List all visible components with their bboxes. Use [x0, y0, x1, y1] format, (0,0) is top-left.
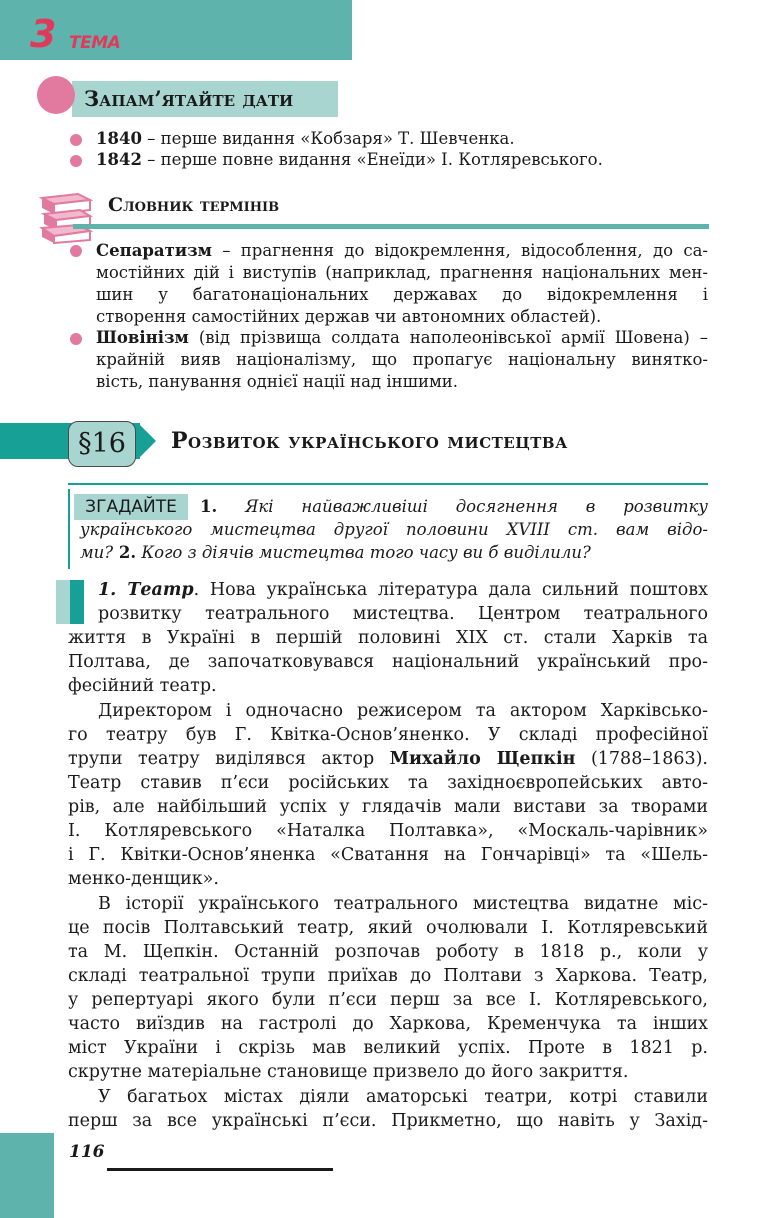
body-line: життя в Україні в першій половині XIX ст. стали Харків та	[68, 628, 708, 648]
recall-label: ЗГАДАЙТЕ	[74, 494, 188, 520]
body-line: у репертуарі якого були п’єси перш за все І. Котляревського,	[68, 990, 708, 1010]
chapter-number: 3	[30, 12, 57, 56]
glossary-line: шин у багатонаціональних державах до відокремлення і	[96, 285, 708, 304]
section-arrow-icon	[138, 423, 156, 459]
body-line: У багатьох містах діяли аматорські театри, котрі ставили	[98, 1087, 708, 1107]
bullet-icon	[70, 333, 82, 345]
date-item: 1842 – перше повне видання «Енеїди» І. Котляревського.	[96, 150, 603, 169]
glossary-line: вість, панування однієї нації над іншими.	[96, 372, 459, 391]
recall-line: 1. Які найважливіші досягнення в розвитку	[200, 497, 708, 516]
glossary-line: створення самостійних держав чи автономних областей).	[96, 307, 602, 326]
books-icon	[38, 190, 94, 244]
page-number: 116	[69, 1142, 105, 1162]
body-line: та М. Щепкін. Останній розпочав роботу в 1818 р., коли у	[68, 942, 708, 962]
body-line: скрутне матеріальне становище призвело до його закриття.	[68, 1062, 629, 1082]
glossary-line: Шовінізм (від прізвища солдата наполеонівської армії Шовена) –	[96, 328, 708, 347]
body-line: трупи театру виділявся актор Михайло Щепкін (1788–1863).	[68, 749, 708, 769]
paragraph-marker	[56, 580, 70, 624]
chapter-label: ТЕМА	[69, 33, 121, 53]
body-line: фесійний театр.	[68, 676, 217, 696]
dates-title: Запам’ятайте дати	[84, 86, 294, 111]
body-line: міст України і скрізь мав великий успіх. Проте в 1821 р.	[68, 1038, 708, 1058]
glossary-line: мостійних дій і виступів (наприклад, прагнення національних мен-	[96, 263, 708, 282]
recall-line: українського мистецтва другої половини XVIII ст. вам відо-	[80, 520, 708, 539]
paragraph-marker	[70, 580, 84, 624]
recall-border	[68, 489, 70, 569]
bullet-icon	[70, 245, 82, 257]
glossary-line: крайній вияв націоналізму, що пропагує національну винятко-	[96, 350, 708, 369]
body-line: В історії українського театрального мистецтва видатне міс-	[98, 894, 708, 914]
body-line: це посів Полтавський театр, який очолювали І. Котляревський	[68, 918, 708, 938]
section-number-box	[68, 421, 136, 467]
body-line: рів, але найбільший успіх у глядачів мали вистави за творами	[68, 797, 708, 817]
dates-circle-icon	[37, 76, 75, 114]
bullet-icon	[70, 155, 82, 167]
body-line: І. Котляревського «Наталка Полтавка», «Москаль-чарівник»	[68, 821, 708, 841]
glossary-title: Словник термінів	[108, 194, 280, 216]
body-line: розвитку театрального мистецтва. Центром театрального	[98, 604, 708, 624]
body-line: складі театральної трупи приїхав до Полтави з Харкова. Театр,	[68, 966, 708, 986]
body-line: Полтава, де започатковувався національний український про-	[68, 652, 708, 672]
glossary-line: Сепаратизм – прагнення до відокремлення, відособлення, до са-	[96, 241, 708, 260]
section-rule	[68, 483, 708, 485]
body-line: го театру був Г. Квітка-Основ’яненко. У складі професійної	[68, 725, 708, 745]
section-title: Розвиток українського мистецтва	[171, 428, 568, 454]
recall-line: ми? 2. Кого з діячів мистецтва того часу ви б виділили?	[80, 543, 591, 562]
body-line: Театр ставив п’єси російських та західноєвропейських авто-	[68, 773, 708, 793]
body-line: і Г. Квітки-Основ’яненка «Сватання на Гончарівці» та «Шель-	[68, 845, 708, 865]
body-line: менко-денщик».	[68, 869, 219, 889]
page-corner-bar	[0, 1133, 54, 1218]
section-number: §16	[78, 428, 126, 459]
body-line: Директором і одночасно режисером та актором Харківсько-	[98, 701, 708, 721]
glossary-rule	[73, 224, 709, 229]
bullet-icon	[70, 134, 82, 146]
date-item: 1840 – перше видання «Кобзаря» Т. Шевченка.	[96, 129, 515, 148]
body-line: перш за все українські п’єси. Прикметно, що навіть у Захід-	[68, 1111, 708, 1131]
page-footer-rule	[107, 1168, 333, 1171]
body-line: 1. Театр. Нова українська література дала сильний поштовх	[98, 580, 708, 600]
body-line: часто виїздив на гастролі до Харкова, Кременчука та інших	[68, 1014, 708, 1034]
